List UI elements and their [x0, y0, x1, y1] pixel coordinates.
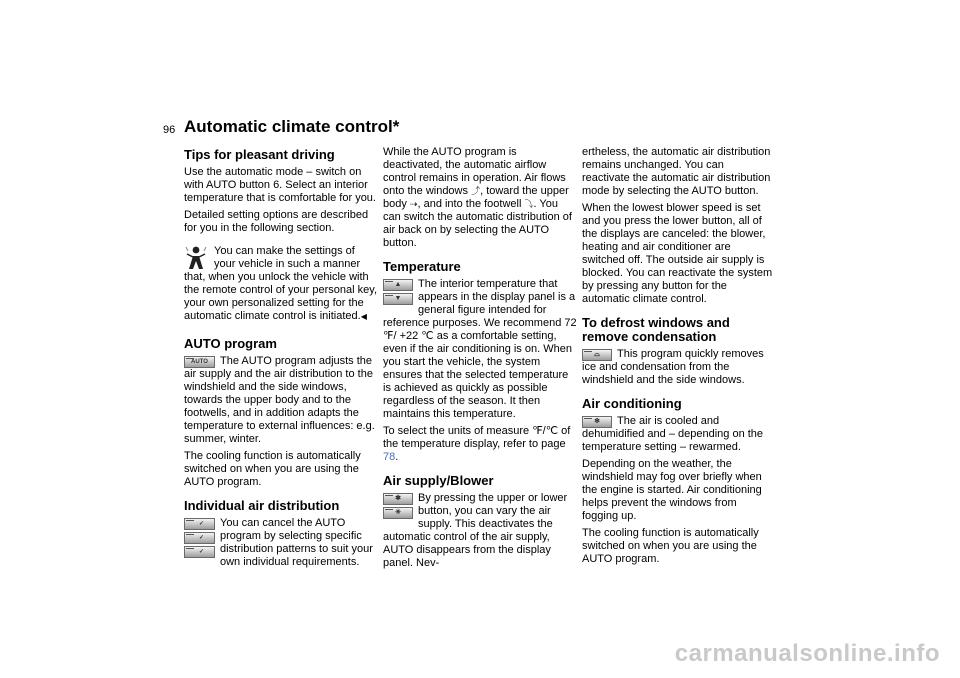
column-2 — [383, 146, 577, 574]
ac-paragraph-3: The cooling function is automatically switched on when you are using the AUTO program. — [582, 527, 759, 565]
distribution-buttons-figure — [184, 518, 215, 558]
blower-buttons-figure — [383, 493, 413, 519]
heading-blower: Air supply/Blower — [383, 473, 494, 488]
end-mark: ◀ — [360, 312, 367, 321]
temperature-buttons-figure — [383, 279, 413, 305]
auto-button: AUTO — [184, 356, 215, 368]
body-symbol-icon: ⇢ — [409, 199, 418, 209]
tips-paragraph-1: Use the automatic mode – switch on with AUTO button 6. Select an interior temperature that is comfortable for you. — [184, 166, 376, 204]
watermark: carmanualsonline.info — [674, 640, 940, 667]
page-title: Automatic climate control* — [184, 117, 400, 136]
temperature-paragraph-1: The interior temperature that appears in the display panel is a general figure intended for reference purposes. We recommend 72 ℉/ +22 ℃ as a comfortable setting, even if the air conditioning is on. When you start the vehicle, the system ensures that the selected temperature is achieved as quickly as possible regardless of the season. It then maintains this temperature. — [383, 278, 577, 420]
page-link[interactable]: 78 — [383, 451, 396, 463]
ac-paragraph-2: Depending on the weather, the windshield may fog over briefly when the engine is started. Air conditioning helps prevent the windows from fogging up. — [582, 458, 762, 522]
air-distribution-icon: ✓ — [184, 518, 215, 530]
snowflake-icon: ❄ — [582, 416, 612, 428]
lowest-speed-paragraph: When the lowest blower speed is set and you press the lower button, all of the displays are canceled: the blower, heating and air conditioner are switched off. The outside air supply is blocked. You can reactivate the system by pressing any button for the automatic climate control. — [582, 202, 773, 305]
auto-button-figure — [184, 356, 215, 368]
note-block — [184, 245, 378, 323]
heading-defrost: To defrost windows and remove condensation — [582, 315, 730, 344]
fan-icon: ✳ — [383, 507, 413, 519]
footwell-symbol-icon: ⤵ — [524, 199, 534, 209]
air-distribution-icon: ✓ — [184, 532, 215, 544]
individual-paragraph: You can cancel the AUTO program by selecting specific distribution patterns to suit your own individual requirements. — [220, 517, 373, 568]
heading-auto: AUTO program — [184, 336, 277, 351]
windows-symbol-icon: ⤴ — [471, 186, 481, 196]
arrow-down-icon: ▼ — [383, 293, 413, 305]
heading-ac: Air conditioning — [582, 396, 682, 411]
heading-individual: Individual air distribution — [184, 498, 340, 513]
auto-paragraph-2: The cooling function is automatically switched on when you are using the AUTO program. — [184, 450, 361, 488]
auto-paragraph-1: The AUTO program adjusts the air supply and the air distribution to the windshield and the side windows, towards the upper body and to the footwells, and in addition adapts the temperature to external influences: e.g. summer, winter. — [184, 355, 375, 445]
defrost-button-figure — [582, 349, 612, 361]
continuation-paragraph: While the AUTO program is deactivated, the automatic airflow control remains in operation. Air flows onto the windows ⤴, toward the upper body ⇢, and into the footwell ⤵. You can switch the automatic distribution of air back on by selecting the AUTO button. — [383, 146, 572, 249]
air-distribution-icon: ✓ — [184, 546, 215, 558]
ac-button-figure — [582, 416, 612, 428]
fan-icon: ✱ — [383, 493, 413, 505]
arrow-up-icon: ▲ — [383, 279, 413, 291]
note-text: You can make the settings of your vehicle in such a manner that, when you unlock the vehicle with the remote control of your personal key, your own personalized setting for the automatic climate control is initiated. — [184, 245, 378, 322]
column-1 — [184, 146, 378, 573]
heading-temperature: Temperature — [383, 259, 461, 274]
column-3 — [582, 146, 774, 570]
tips-paragraph-2: Detailed setting options are described for you in the following section. — [184, 209, 369, 234]
defrost-icon: ⌓ — [582, 349, 612, 361]
blower-paragraph: By pressing the upper or lower button, you can vary the air supply. This deactivates the automatic control of the air supply, AUTO disappears from the display panel. Nev- — [383, 492, 568, 569]
page-number: 96 — [163, 124, 176, 136]
temperature-paragraph-2: To select the units of measure ℉/℃ of the temperature display, refer to page 78. — [383, 425, 571, 463]
info-person-icon — [184, 245, 208, 271]
ac-paragraph-1: The air is cooled and dehumidified and – depending on the temperature setting – rewarmed. — [582, 415, 764, 453]
heading-tips: Tips for pleasant driving — [184, 147, 335, 162]
defrost-paragraph: This program quickly removes ice and condensation from the windshield and the side windows. — [582, 348, 764, 386]
continuation-paragraph-2: ertheless, the automatic air distribution remains unchanged. You can reactivate the automatic air distribution mode by selecting the AUTO button. — [582, 146, 771, 197]
